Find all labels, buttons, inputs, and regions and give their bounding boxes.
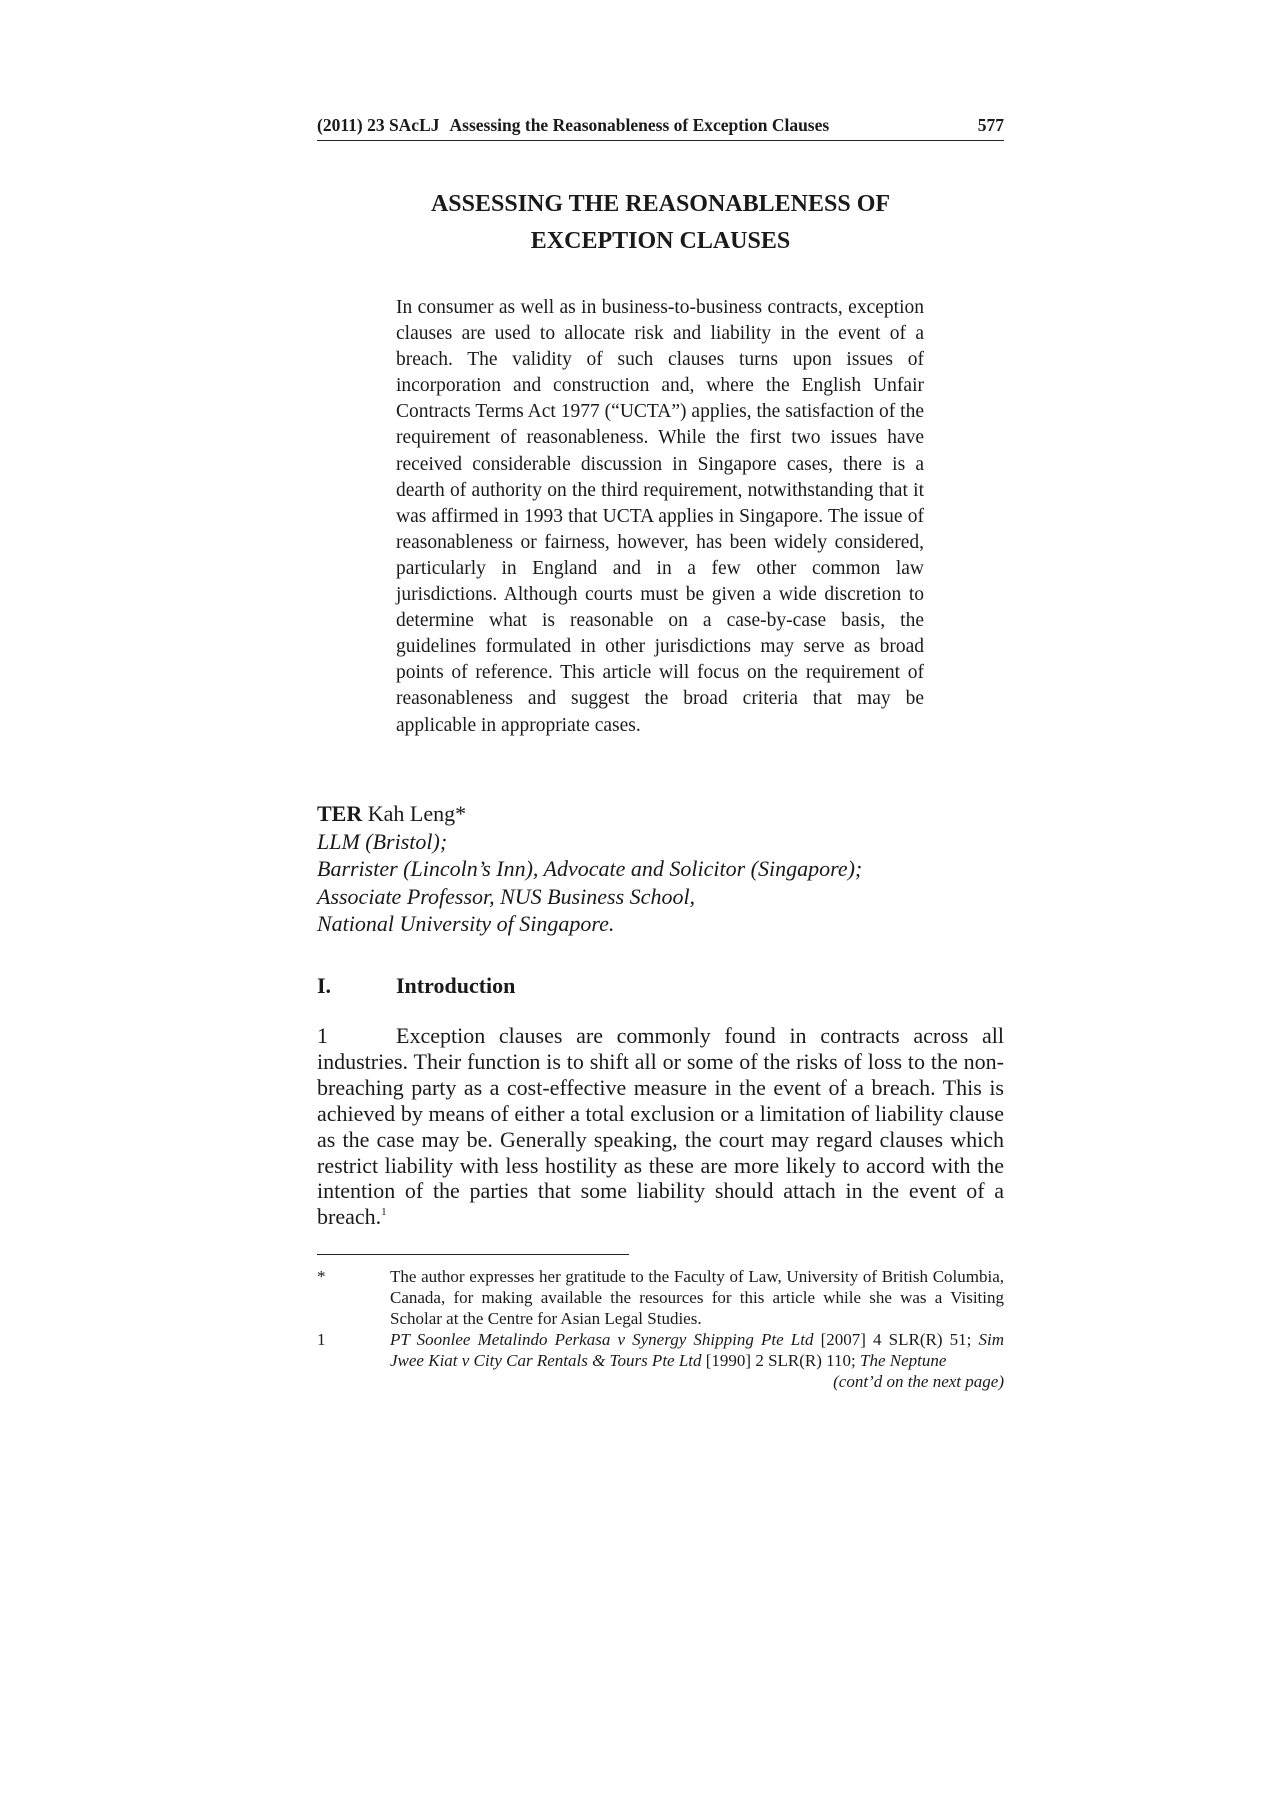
page-number: 577 — [977, 115, 1004, 135]
article-title-line-1: ASSESSING THE REASONABLENESS OF — [430, 191, 891, 217]
footnote-continuation: (cont’d on the next page) — [833, 1372, 1004, 1391]
footnotes — [317, 1266, 1004, 1392]
section-title: Introduction — [396, 973, 516, 998]
paragraph-number: 1 — [317, 1023, 328, 1048]
case-name: The Neptune — [860, 1351, 947, 1370]
footnote-text: The author expresses her gratitude to the Faculty of Law, University of British Columbia, Canada, for making available the resources for this article while she was a Visiting Scholar at the Centre for Asian Legal Studies. — [390, 1267, 1004, 1328]
footnote-1 — [317, 1329, 1004, 1371]
footnote-text — [390, 1329, 1004, 1371]
section-heading — [317, 972, 1004, 1000]
footnote-mark: 1 — [317, 1330, 326, 1349]
running-head-left — [317, 114, 839, 136]
footnote-separator — [317, 1254, 629, 1255]
author-credential: Barrister (Lincoln’s Inn), Advocate and Solicitor (Singapore); — [317, 856, 863, 881]
footnote-reference[interactable]: 1 — [381, 1206, 387, 1219]
article-title — [317, 186, 1004, 260]
author-credential: National University of Singapore. — [317, 911, 615, 936]
abstract: In consumer as well as in business-to-business contracts, exception clauses are used to allocate risk and liability in the event of a breach. The validity of such clauses turns upon issues of incorporation and construction and, where the English Unfair Contracts Terms Act 1977 (“UCTA”) applies, the satisfaction of the requirement of reasonableness. While the first two issues have received considerable discussion in Singapore cases, there is a dearth of authority on the third requirement, notwithstanding that it was affirmed in 1993 that UCTA applies in Singapore. The issue of reasonableness or fairness, however, has been widely considered, particularly in England and in a few other common law jurisdictions. Although courts must be given a wide discretion to determine what is reasonable on a case-by-case basis, the guidelines formulated in other jurisdictions may serve as broad points of reference. This article will focus on the requirement of reasonableness and suggest the broad criteria that may be applicable in appropriate cases. — [396, 297, 924, 736]
article-title-line-2: EXCEPTION CLAUSES — [530, 228, 791, 254]
paragraph-text: Exception clauses are commonly found in contracts across all industries. Their function is to shift all or some of the risks of loss to the non-breaching party as a cost-effective measure in the event of a breach. This is achieved by means of either a total exclusion or a limitation of liability clause as the case may be. Generally speaking, the court may regard clauses which restrict liability with less hostility as these are more likely to accord with the intention of the parties that some liability should attach in the event of a breach. — [317, 1023, 1004, 1230]
author-name — [317, 800, 1004, 828]
case-name: PT Soonlee Metalindo Perkasa v Synergy Shipping Pte Ltd — [390, 1330, 814, 1349]
author-credential: LLM (Bristol); — [317, 828, 448, 854]
author-given-name: Kah Leng* — [362, 801, 467, 826]
case-citation: [2007] 4 SLR(R) 51; — [813, 1330, 979, 1349]
case-citation: [1990] 2 SLR(R) 110; — [701, 1351, 861, 1370]
author-credential: Associate Professor, NUS Business School, — [317, 883, 696, 909]
journal-citation: (2011) 23 SAcLJ — [317, 115, 440, 135]
footnote-mark: * — [317, 1267, 326, 1286]
author-surname: TER — [317, 801, 363, 826]
running-head-title: Assessing the Reasonableness of Exception Clauses — [449, 115, 830, 135]
section-number: I. — [317, 973, 332, 998]
running-head — [317, 114, 1004, 141]
author-block — [317, 800, 1004, 938]
case-name: Sim Jwee Kiat v City Car Rentals & Tours Pte Ltd — [390, 1330, 1005, 1370]
footnote-star — [317, 1266, 1004, 1329]
body-paragraph — [317, 1023, 1004, 1230]
